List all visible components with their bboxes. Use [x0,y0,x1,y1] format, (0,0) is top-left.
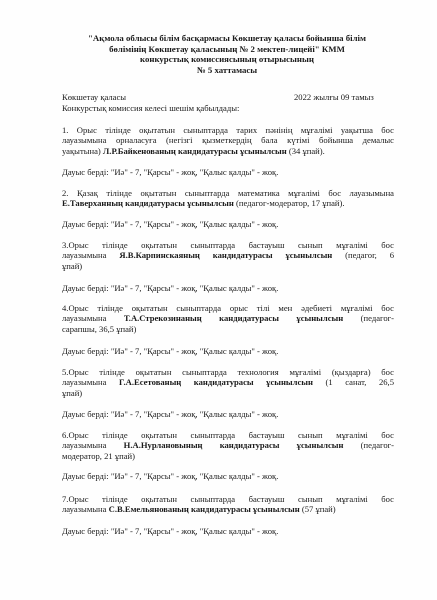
vote-result: Дауыс берді: "Иә" - 7, "Қарсы" - жоқ, "Қалыс қалды" - жоқ. [62,219,279,229]
item-text: ұпай) [62,260,83,271]
header-line: № 5 хаттамасы [196,64,258,75]
item-line [62,440,394,450]
item-line [62,504,394,514]
candidate-name: Н.А.Нурлановының кандидатурасы ұсынылсын [123,440,344,451]
item-line [62,313,394,323]
vote-result: Дауыс берді: "Иә" - 7, "Қарсы" - жоқ, "Қалыс қалды" - жоқ. [62,167,279,177]
item-line [62,324,394,334]
item-line: 1. Орыс тілінде оқытатын сыныптарда тарих пәнінің мұғалімі уақытша бос [62,125,394,135]
item-text: уақытына) [62,145,103,156]
item-text: (педагог, 6 [332,250,394,261]
document-date: 2022 жылғы 09 тамыз [294,92,374,102]
candidate-name: С.В.Емельянованың кандидатурасы ұсынылсын [108,504,300,515]
item-line [62,261,394,271]
item-line [62,388,394,398]
vote-result: Дауыс берді: "Иә" - 7, "Қарсы" - жоқ, "Қалыс қалды" - жоқ. [62,471,279,481]
document-header [62,33,392,75]
decision-item-6 [62,430,394,461]
item-line: 5.Орыс тілінде оқытатын сыныптарда технология мұғалімі (қыздарға) бос [62,367,394,377]
item-text: (педагог- [343,313,394,324]
item-line [62,146,394,156]
item-line: 4.Орыс тілінде оқытатын сыныптарда орыс тілі мен әдебиеті мұғалімі бос [62,303,394,313]
candidate-name: Е.Таверханның кандидатурасы ұсынылсын [62,198,234,209]
item-line: 7.Орыс тілінде оқытатын сыныптарда бастауыш сынып мұғалімі бос [62,494,394,504]
candidate-name: Г.А.Есетованың кандидатурасы ұсынылсын [119,377,313,388]
document-place: Көкшетау қаласы [62,92,127,102]
item-line: 3.Орыс тілінде оқытатын сыныптарда бастауыш сынып мұғалімі бос [62,240,394,250]
item-line [62,250,394,260]
item-text: лауазымына [62,440,124,451]
item-line [62,377,394,387]
item-text: ұпай) [62,387,83,398]
decision-item-3 [62,240,394,271]
item-text: лауазымына [62,504,109,515]
item-line [62,198,394,208]
decision-item-4 [62,303,394,334]
decision-item-5 [62,367,394,398]
item-text: лауазымына [62,250,120,261]
candidate-name: Л.Р.Байкенованың кандидатурасы ұсынылсын [102,145,287,156]
header-line: бөлімінің Көкшетау қаласының № 2 мектеп-лицейі" КММ [109,43,345,54]
item-text: (34 ұпай). [286,145,325,156]
item-text: модератор, 21 ұпай) [62,450,136,461]
item-text: сарапшы, 36,5 ұпай) [62,323,137,334]
candidate-name: Т.А.Стрекозинаның кандидатурасы ұсынылсын [123,313,344,324]
item-line [62,451,394,461]
decision-item-7 [62,494,394,515]
vote-result: Дауыс берді: "Иә" - 7, "Қарсы" - жоқ, "Қалыс қалды" - жоқ. [62,283,279,293]
item-text: (57 ұпай) [299,504,336,515]
vote-result: Дауыс берді: "Иә" - 7, "Қарсы" - жоқ, "Қалыс қалды" - жоқ. [62,346,279,356]
item-line: 6.Орыс тілінде оқытатын сыныптарда бастауыш сынып мұғалімі бос [62,430,394,440]
decision-intro: Конкурстық комиссия келесі шешім қабылдады: [62,103,240,113]
item-text: (1 санат, 26,5 [312,377,395,388]
item-text: (педагог- [343,440,394,451]
vote-result: Дауыс берді: "Иә" - 7, "Қарсы" - жоқ, "Қалыс қалды" - жоқ. [62,526,279,536]
candidate-name: Я.В.Карпинскаяның кандидатурасы ұсынылсын [119,250,333,261]
item-line: лауазымына орналасуға (негізгі қызметкердің бала күтімі бойынша демалыс [62,135,394,146]
item-text: (педагог-модератор, 17 ұпай). [233,198,345,209]
item-line: 2. Қазақ тілінде оқытатын сыныптарда математика мұғалімі бос лауазымына [62,188,394,198]
item-text: лауазымына [62,377,120,388]
item-text: лауазымына [62,313,124,324]
header-line: "Ақмола облысы білім басқармасы Көкшетау қаласы бойынша білім [88,33,366,43]
decision-item-2 [62,188,394,209]
decision-item-1 [62,125,394,156]
header-line: конкурстық комиссиясының отырысының [140,54,314,65]
vote-result: Дауыс берді: "Иә" - 7, "Қарсы" - жоқ, "Қалыс қалды" - жоқ. [62,409,279,419]
